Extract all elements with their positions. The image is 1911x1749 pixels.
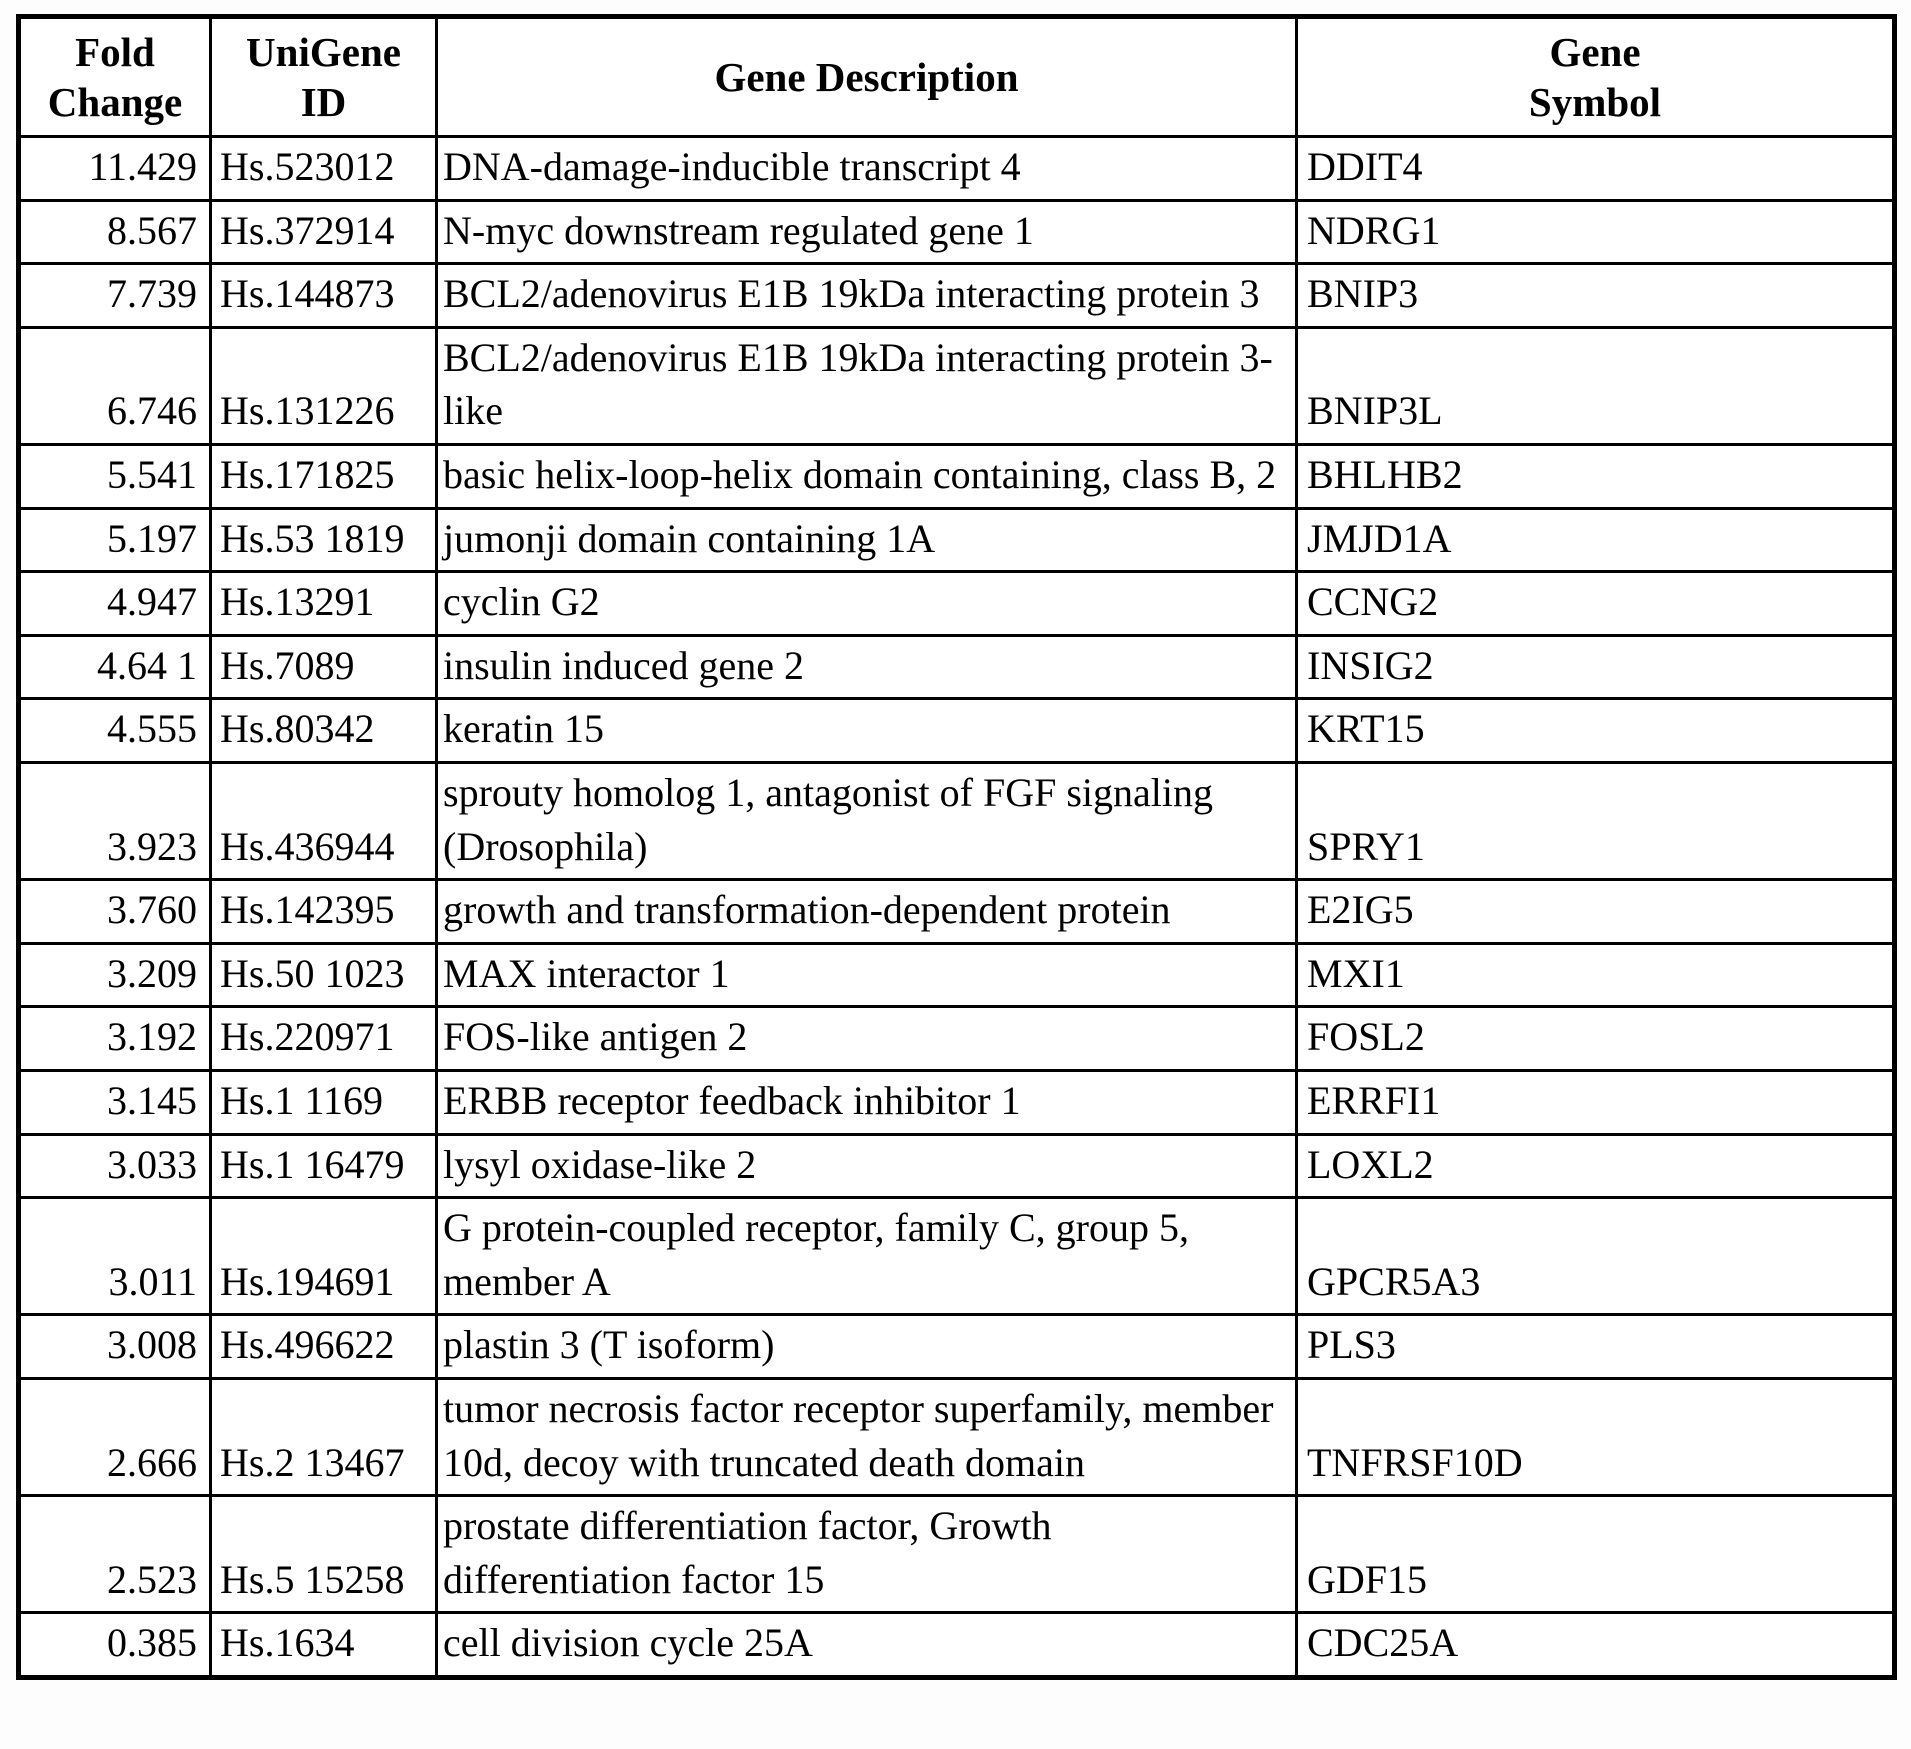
gene-description-cell: prostate differentiation factor, Growth differentiation factor 15: [437, 1496, 1297, 1613]
header-gene-description: Gene Description: [437, 17, 1297, 137]
table-row: [19, 635, 1895, 699]
gene-description-cell: DNA-damage-inducible transcript 4: [437, 137, 1297, 201]
unigene-id-cell: Hs.220971: [211, 1007, 437, 1071]
gene-description-cell: ERBB receptor feedback inhibitor 1: [437, 1070, 1297, 1134]
table-row: [19, 699, 1895, 763]
table-row: [19, 1198, 1895, 1315]
gene-symbol-cell: BHLHB2: [1297, 445, 1895, 509]
gene-symbol-cell: NDRG1: [1297, 200, 1895, 264]
table-row: [19, 200, 1895, 264]
gene-table: [16, 14, 1897, 1680]
header-unigene-id: UniGene ID: [211, 17, 437, 137]
gene-symbol-cell: JMJD1A: [1297, 508, 1895, 572]
gene-description-cell: sprouty homolog 1, antagonist of FGF signaling (Drosophila): [437, 762, 1297, 879]
gene-symbol-cell: GPCR5A3: [1297, 1198, 1895, 1315]
gene-description-cell: keratin 15: [437, 699, 1297, 763]
fold-change-cell: 5.197: [19, 508, 211, 572]
gene-symbol-cell: TNFRSF10D: [1297, 1378, 1895, 1495]
fold-change-cell: 3.760: [19, 880, 211, 944]
table-header: [19, 17, 1895, 137]
table-row: [19, 1134, 1895, 1198]
fold-change-cell: 3.011: [19, 1198, 211, 1315]
gene-symbol-cell: SPRY1: [1297, 762, 1895, 879]
table-row: [19, 1007, 1895, 1071]
gene-symbol-cell: E2IG5: [1297, 880, 1895, 944]
gene-description-cell: MAX interactor 1: [437, 943, 1297, 1007]
unigene-id-cell: Hs.436944: [211, 762, 437, 879]
fold-change-cell: 5.541: [19, 445, 211, 509]
unigene-id-cell: Hs.5 15258: [211, 1496, 437, 1613]
gene-description-cell: N-myc downstream regulated gene 1: [437, 200, 1297, 264]
gene-symbol-cell: FOSL2: [1297, 1007, 1895, 1071]
unigene-id-cell: Hs.372914: [211, 200, 437, 264]
fold-change-cell: 3.209: [19, 943, 211, 1007]
unigene-id-cell: Hs.131226: [211, 327, 437, 444]
table-row: [19, 1496, 1895, 1613]
table-header-row: [19, 17, 1895, 137]
table-row: [19, 880, 1895, 944]
table-row: [19, 1378, 1895, 1495]
gene-symbol-cell: GDF15: [1297, 1496, 1895, 1613]
gene-symbol-cell: PLS3: [1297, 1315, 1895, 1379]
gene-description-cell: growth and transformation-dependent protein: [437, 880, 1297, 944]
unigene-id-cell: Hs.142395: [211, 880, 437, 944]
gene-symbol-cell: BNIP3L: [1297, 327, 1895, 444]
unigene-id-cell: Hs.144873: [211, 264, 437, 328]
gene-description-cell: basic helix-loop-helix domain containing, class B, 2: [437, 445, 1297, 509]
gene-description-cell: jumonji domain containing 1A: [437, 508, 1297, 572]
table-row: [19, 445, 1895, 509]
gene-symbol-cell: CCNG2: [1297, 572, 1895, 636]
table-row: [19, 1315, 1895, 1379]
gene-description-cell: plastin 3 (T isoform): [437, 1315, 1297, 1379]
gene-symbol-cell: INSIG2: [1297, 635, 1895, 699]
gene-symbol-cell: KRT15: [1297, 699, 1895, 763]
fold-change-cell: 11.429: [19, 137, 211, 201]
fold-change-cell: 3.145: [19, 1070, 211, 1134]
table-row: [19, 943, 1895, 1007]
unigene-id-cell: Hs.1 1169: [211, 1070, 437, 1134]
gene-symbol-cell: LOXL2: [1297, 1134, 1895, 1198]
gene-description-cell: cell division cycle 25A: [437, 1613, 1297, 1678]
fold-change-cell: 0.385: [19, 1613, 211, 1678]
unigene-id-cell: Hs.2 13467: [211, 1378, 437, 1495]
unigene-id-cell: Hs.194691: [211, 1198, 437, 1315]
gene-description-cell: FOS-like antigen 2: [437, 1007, 1297, 1071]
table-row: [19, 762, 1895, 879]
fold-change-cell: 6.746: [19, 327, 211, 444]
gene-description-cell: cyclin G2: [437, 572, 1297, 636]
gene-description-cell: BCL2/adenovirus E1B 19kDa interacting protein 3-like: [437, 327, 1297, 444]
unigene-id-cell: Hs.1 16479: [211, 1134, 437, 1198]
fold-change-cell: 2.666: [19, 1378, 211, 1495]
fold-change-cell: 2.523: [19, 1496, 211, 1613]
table-body: [19, 137, 1895, 1678]
unigene-id-cell: Hs.50 1023: [211, 943, 437, 1007]
unigene-id-cell: Hs.7089: [211, 635, 437, 699]
gene-description-cell: G protein-coupled receptor, family C, group 5, member A: [437, 1198, 1297, 1315]
gene-description-cell: BCL2/adenovirus E1B 19kDa interacting protein 3: [437, 264, 1297, 328]
fold-change-cell: 8.567: [19, 200, 211, 264]
unigene-id-cell: Hs.80342: [211, 699, 437, 763]
table-row: [19, 1613, 1895, 1678]
unigene-id-cell: Hs.496622: [211, 1315, 437, 1379]
gene-symbol-cell: CDC25A: [1297, 1613, 1895, 1678]
table-row: [19, 572, 1895, 636]
unigene-id-cell: Hs.171825: [211, 445, 437, 509]
fold-change-cell: 7.739: [19, 264, 211, 328]
gene-symbol-cell: BNIP3: [1297, 264, 1895, 328]
gene-description-cell: tumor necrosis factor receptor superfamily, member 10d, decoy with truncated death domain: [437, 1378, 1297, 1495]
unigene-id-cell: Hs.53 1819: [211, 508, 437, 572]
table-row: [19, 327, 1895, 444]
fold-change-cell: 3.033: [19, 1134, 211, 1198]
header-gene-symbol: Gene Symbol: [1297, 17, 1895, 137]
fold-change-cell: 4.947: [19, 572, 211, 636]
fold-change-cell: 3.923: [19, 762, 211, 879]
gene-description-cell: lysyl oxidase-like 2: [437, 1134, 1297, 1198]
gene-symbol-cell: ERRFI1: [1297, 1070, 1895, 1134]
unigene-id-cell: Hs.1634: [211, 1613, 437, 1678]
table-row: [19, 137, 1895, 201]
table-row: [19, 1070, 1895, 1134]
fold-change-cell: 3.192: [19, 1007, 211, 1071]
gene-symbol-cell: MXI1: [1297, 943, 1895, 1007]
header-fold-change: Fold Change: [19, 17, 211, 137]
fold-change-cell: 4.64 1: [19, 635, 211, 699]
table-row: [19, 264, 1895, 328]
gene-symbol-cell: DDIT4: [1297, 137, 1895, 201]
table-row: [19, 508, 1895, 572]
gene-description-cell: insulin induced gene 2: [437, 635, 1297, 699]
unigene-id-cell: Hs.13291: [211, 572, 437, 636]
unigene-id-cell: Hs.523012: [211, 137, 437, 201]
fold-change-cell: 4.555: [19, 699, 211, 763]
fold-change-cell: 3.008: [19, 1315, 211, 1379]
